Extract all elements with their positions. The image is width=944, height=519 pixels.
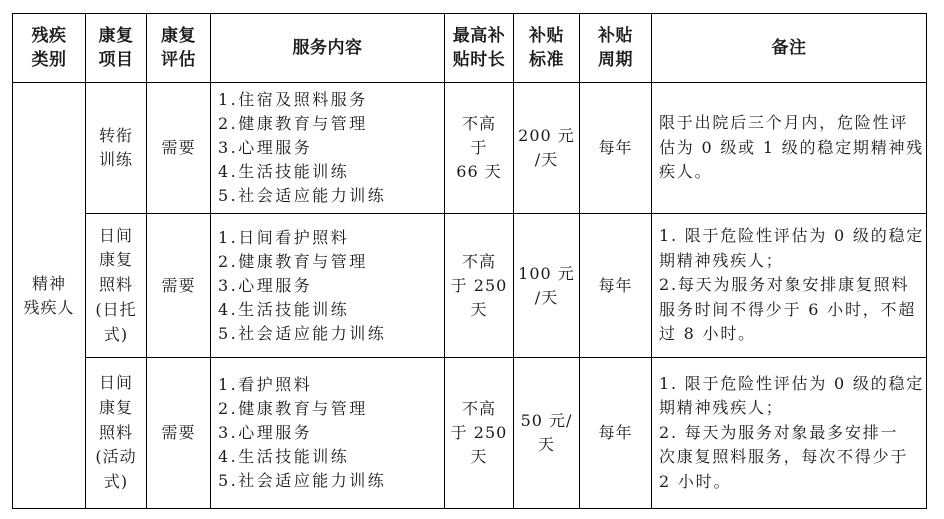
header-subsidy-standard [514, 14, 580, 83]
service-item: 3.心理服务 [218, 423, 313, 442]
header-service-content [211, 14, 445, 83]
duration-text: 不高 [461, 399, 496, 418]
service-item: 4.生活技能训练 [218, 162, 350, 181]
remark-line: 1. 限于危险性评估为 0 级的稳定 [659, 373, 925, 393]
remark-line: 估为 0 级或 1 级的稳定期精神残 [659, 137, 925, 157]
service-item: 1.看护照料 [218, 375, 313, 394]
project-cell [86, 358, 147, 509]
assessment-text: 需要 [161, 423, 196, 442]
project-text: 康复 [98, 397, 133, 417]
header-text: 补贴 [598, 26, 633, 45]
header-text: 补贴 [529, 26, 564, 45]
remark-line: 次康复照料服务，每次不得少于 [659, 447, 909, 467]
service-item: 3.心理服务 [218, 275, 313, 295]
header-remarks [652, 14, 927, 83]
header-text: 服务内容 [292, 38, 363, 57]
subsidy-cycle-cell [580, 83, 652, 214]
duration-text: 天 [470, 299, 488, 319]
subsidy-cycle-cell [580, 214, 652, 358]
header-rehab-project [86, 14, 147, 83]
standard-text: 200 元 [518, 126, 575, 145]
project-text: 式) [103, 472, 129, 492]
remark-line: 期精神残疾人； [659, 250, 784, 270]
disability-category-cell [13, 83, 86, 509]
duration-text: 于 250 [450, 423, 508, 442]
header-text: 周期 [598, 50, 633, 69]
project-text: 康复 [98, 250, 133, 270]
service-item: 2.健康教育与管理 [218, 251, 368, 271]
header-text: 贴时长 [452, 50, 506, 69]
service-item: 3.心理服务 [218, 138, 313, 157]
header-text: 类别 [31, 50, 67, 69]
header-text: 康复 [161, 26, 196, 45]
remark-line: 疾人。 [659, 162, 713, 182]
header-row [13, 14, 927, 83]
max-duration-cell [445, 214, 514, 358]
service-content-cell [211, 358, 445, 509]
remark-line: 2. 每天为服务对象最多安排一 [659, 422, 899, 442]
duration-text: 不高 [461, 114, 496, 133]
remarks-cell [652, 83, 927, 214]
service-content-cell [211, 214, 445, 358]
service-item: 4.生活技能训练 [218, 299, 350, 319]
max-duration-cell [445, 83, 514, 214]
header-text: 残疾 [31, 26, 67, 45]
assessment-cell [147, 83, 211, 214]
subsidy-standard-cell [514, 358, 580, 509]
service-item: 4.生活技能训练 [218, 447, 350, 466]
service-item: 2.健康教育与管理 [218, 114, 368, 133]
rehab-subsidy-table [12, 13, 927, 509]
cycle-text: 每年 [598, 275, 633, 295]
assessment-text: 需要 [161, 275, 196, 295]
duration-text: 于 250 [450, 275, 508, 295]
project-text: 训练 [98, 150, 133, 169]
project-text: (日托 [95, 299, 137, 319]
remark-line: 过 8 小时。 [659, 324, 756, 344]
header-text: 备注 [771, 38, 807, 57]
subsidy-standard-cell [514, 83, 580, 214]
remark-line: 2 小时。 [659, 471, 732, 491]
project-cell [86, 83, 147, 214]
remarks-cell [652, 214, 927, 358]
table-row [13, 358, 927, 509]
remark-line: 限于出院后三个月内，危险性评 [659, 113, 909, 133]
max-duration-cell [445, 358, 514, 509]
project-text: 日间 [98, 373, 133, 392]
service-item: 5.社会适应能力训练 [218, 471, 387, 490]
subsidy-standard-cell [514, 214, 580, 358]
category-text: 精神 [31, 273, 66, 293]
project-text: 转衔 [98, 126, 133, 145]
cycle-text: 每年 [598, 138, 633, 157]
header-text: 最高补 [452, 26, 506, 45]
header-max-subsidy-duration [445, 14, 514, 83]
service-item: 5.社会适应能力训练 [218, 323, 387, 343]
assessment-cell [147, 214, 211, 358]
header-subsidy-cycle [580, 14, 652, 83]
cycle-text: 每年 [598, 423, 633, 442]
remark-line: 期精神残疾人； [659, 398, 784, 418]
duration-text: 不高 [461, 251, 496, 271]
duration-text: 天 [470, 447, 488, 466]
project-text: 照料 [98, 275, 133, 295]
service-item: 2.健康教育与管理 [218, 399, 368, 418]
assessment-text: 需要 [161, 138, 196, 157]
service-item: 1.住宿及照料服务 [218, 90, 368, 109]
project-text: (活动 [95, 447, 137, 467]
remarks-cell [652, 358, 927, 509]
subsidy-cycle-cell [580, 358, 652, 509]
duration-text: 66 天 [456, 162, 502, 181]
standard-text: /天 [534, 150, 559, 169]
header-text: 评估 [161, 50, 196, 69]
header-text: 项目 [98, 50, 134, 69]
duration-text: 于 [470, 138, 488, 157]
standard-text: /天 [534, 287, 559, 307]
table-row [13, 214, 927, 358]
header-text: 标准 [529, 50, 564, 69]
header-disability-category [13, 14, 86, 83]
table-row [13, 83, 927, 214]
project-text: 日间 [98, 225, 133, 245]
header-rehab-assessment [147, 14, 211, 83]
standard-text: 50 元/ [520, 411, 573, 430]
assessment-cell [147, 358, 211, 509]
standard-text: 100 元 [518, 263, 575, 283]
project-cell [86, 214, 147, 358]
service-item: 5.社会适应能力训练 [218, 186, 387, 205]
service-content-cell [211, 83, 445, 214]
remark-line: 2.每天为服务对象安排康复照料 [659, 275, 910, 295]
service-item: 1.日间看护照料 [218, 227, 350, 247]
remark-line: 服务时间不得少于 6 小时，不超 [659, 299, 917, 319]
category-text: 残疾人 [23, 297, 75, 317]
project-text: 照料 [98, 422, 133, 442]
header-text: 康复 [98, 26, 134, 45]
remark-line: 1. 限于危险性评估为 0 级的稳定 [659, 226, 925, 246]
project-text: 式) [103, 324, 129, 344]
standard-text: 天 [537, 435, 555, 454]
